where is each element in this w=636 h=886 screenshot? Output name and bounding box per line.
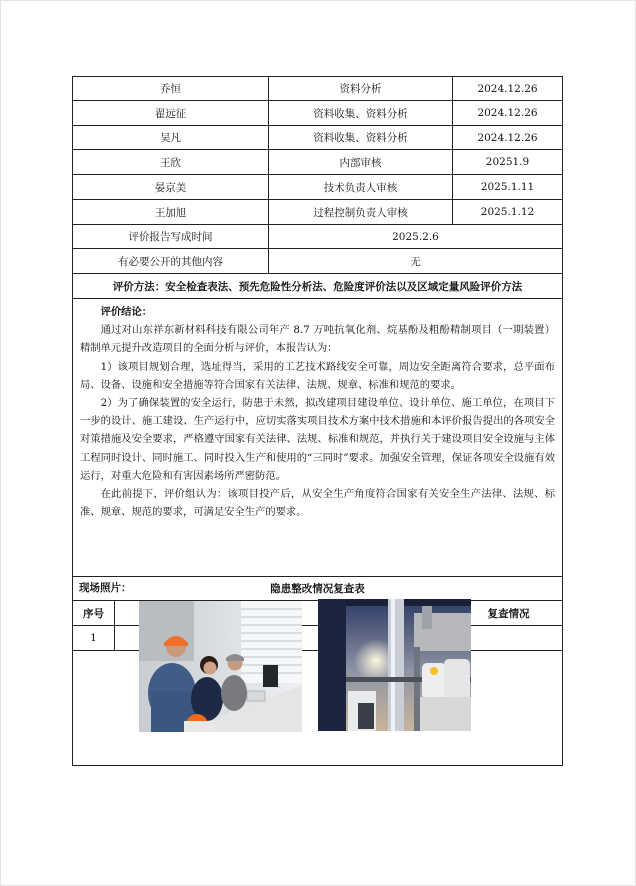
header-review: 复查情况 [487, 607, 530, 620]
rectification-index: 1 [73, 626, 115, 650]
personnel-date: 2024.12.26 [477, 131, 538, 144]
report-date-row [73, 225, 562, 249]
personnel-role: 资料收集、资料分析 [269, 101, 453, 125]
conclusion-paragraph: 通过对山东祥东新材料科技有限公司年产 8.7 万吨抗氧化剂、烷基酚及粗酚精制项目（一期装置）精制单元提升改造项目的全面分析与评价，本报告认为： [80, 324, 555, 355]
public-content-label: 有必要公开的其他内容 [73, 249, 269, 273]
report-date-value: 2025.2.6 [392, 230, 439, 243]
header-index: 序号 [73, 601, 115, 625]
personnel-name: 翟远征 [73, 101, 269, 125]
site-photo-plant [318, 599, 471, 731]
personnel-role: 资料收集、资料分析 [269, 126, 453, 149]
personnel-row [73, 126, 562, 150]
evaluation-conclusion [73, 299, 562, 577]
evaluation-method: 评价方法：安全检查表法、预先危险性分析法、危险度评价法以及区域定量风险评价方法 [73, 274, 562, 299]
personnel-name: 王加旭 [73, 200, 269, 224]
personnel-row [73, 101, 562, 126]
report-date-label: 评价报告写成时间 [73, 225, 269, 248]
rectification-title: 隐患整改情况复查表 [73, 577, 562, 601]
personnel-name: 晏京美 [73, 175, 269, 199]
evaluation-table [72, 76, 563, 766]
public-content-value: 无 [410, 255, 421, 268]
personnel-role: 过程控制负责人审核 [269, 200, 453, 224]
personnel-name: 乔恒 [73, 77, 269, 100]
conclusion-paragraph: 1）该项目规划合理，选址得当，采用的工艺技术路线安全可靠，周边安全距离符合要求，总平面布局、设备、设施和安全措施等符合国家有关法律、法规、规章、标准和规范的要求。 [80, 360, 555, 391]
personnel-row [73, 175, 562, 200]
personnel-date: 20251.9 [485, 156, 530, 168]
photos-label: 现场照片： [79, 582, 132, 594]
personnel-name: 王欣 [73, 150, 269, 174]
personnel-role: 技术负责人审核 [269, 175, 453, 199]
personnel-date: 2024.12.26 [477, 82, 538, 95]
conclusion-paragraph: 在此前提下，评价组认为：该项目投产后，从安全生产角度符合国家有关安全生产法律、法规、标准、规章、规范的要求，可满足安全生产的要求。 [80, 488, 555, 519]
personnel-date: 2025.1.11 [480, 181, 535, 193]
personnel-row [73, 150, 562, 175]
site-photo-office [139, 601, 302, 732]
personnel-name: 吴凡 [73, 126, 269, 149]
conclusion-paragraph: 2）为了确保装置的安全运行，防患于未然，拟改建项目建设单位、设计单位、施工单位，在项目下一步的设计、施工建设、生产运行中，应切实落实项目技术方案中技术措施和本评价报告提出的各项安全对策措施及安全要求，严格遵守国家有关法律、法规、标准和规范，并执行关于建设项目安全设施与主体工程同时设计、同时施工、同时投入生产和使用的“三同时”要求。加强安全管理，保证各项安全设施有效运行，对重大危险和有害因素场所严密防范。 [80, 397, 555, 482]
personnel-row [73, 77, 562, 101]
personnel-date: 2025.1.12 [480, 206, 535, 218]
personnel-row [73, 200, 562, 225]
conclusion-heading: 评价结论： [100, 306, 153, 318]
personnel-role: 资料分析 [269, 77, 453, 100]
personnel-date: 2024.12.26 [477, 107, 538, 119]
rectification-review [455, 626, 562, 650]
personnel-role: 内部审核 [269, 150, 453, 174]
public-content-row [73, 249, 562, 274]
